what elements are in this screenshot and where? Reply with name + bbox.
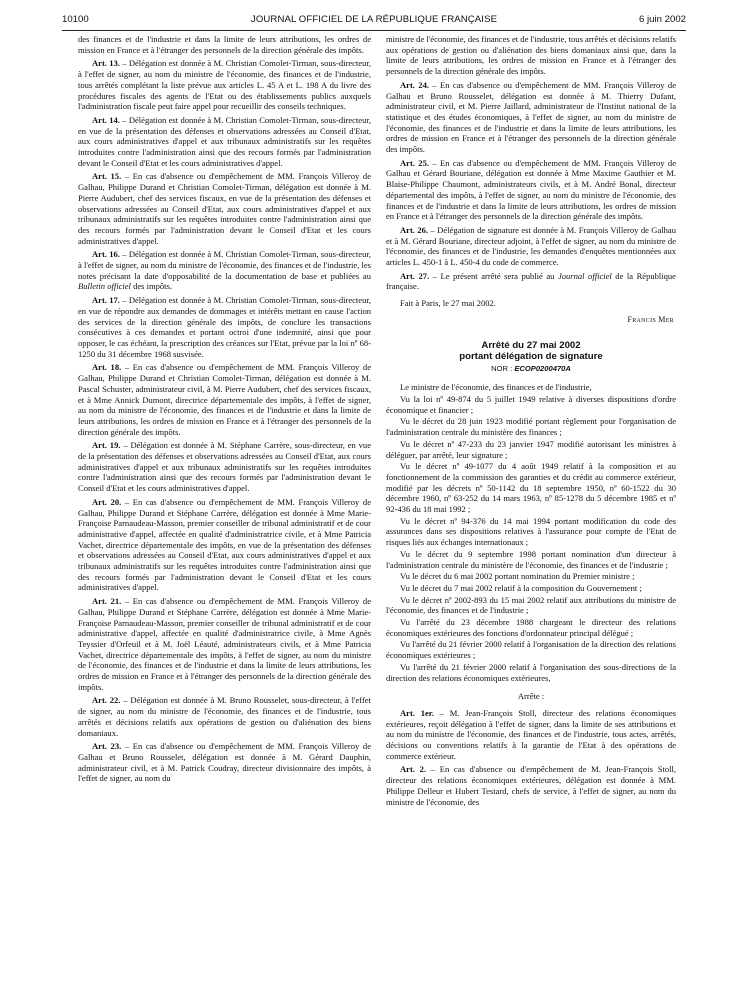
- visa-line: Vu l'arrêté du 23 décembre 1988 chargeant le directeur des relations économiques extérieures des fonctions d'ordonnateur principal délégué ;: [386, 617, 676, 638]
- header-rule: [62, 30, 686, 31]
- article-label: Art. 2.: [400, 764, 427, 775]
- article-label: Art. 19.: [92, 440, 121, 451]
- article-16: [78, 249, 371, 292]
- article-italic: Bulletin officiel: [78, 281, 131, 292]
- article-text: – En cas d'absence ou d'empêchement de MM. François Villeroy de Galhau, Philippe Durand et Stéphane Carrère, délégation est donnée à Mme Marie-Françoise Parnaudeau-Masson, premier conseiller de tribunal administratif et de cour administrative d'appel, affectée en qualité d'administratrice civile, à Mme Agnès Teyssier d'Orfeuil et à M. Joël Léauté, administrateurs civils, et à Mme Patricia Vachet, directrice départementale des impôts, à l'effet de signer, au nom du ministre de l'économie, des finances et de l'industrie et dans la limite de leurs attributions, les ordres de mission en France et à l'étranger des personnels de la direction générale des impôts.: [78, 596, 371, 692]
- article-text-after: de la République française.: [386, 270, 676, 292]
- article-label: Art. 21.: [92, 596, 122, 607]
- visa-line: Vu le décret nº 94-376 du 14 mai 1994 portant modification du code des assurances dans ses dispositions relatives à l'assurance pour compte de l'Etat de risques liés aux échanges internationaux ;: [386, 515, 676, 548]
- article-label: Art. 22.: [92, 695, 121, 706]
- visa-line: Vu le décret du 9 septembre 1998 portant nomination d'un directeur à l'administration centrale du ministère de l'économie, des finances et de l'industrie ;: [386, 548, 676, 570]
- article-17: [78, 295, 371, 359]
- article-text: – Délégation de signature est donnée à M. François Villeroy de Galhau et à M. Gérard Bouriane, directeur adjoint, à l'effet de signer, au nom du ministre de l'économie, des finances et de l'industrie, les demandes d'enquêtes mentionnées aux articles L. 450-1 à L. 450-4 du code de commerce.: [386, 224, 676, 268]
- signature: Francis Mer: [627, 314, 674, 324]
- article-label: Art. 17.: [92, 295, 120, 306]
- visa-line: Vu la loi nº 49-874 du 5 juillet 1949 relative à diverses dispositions d'ordre économique et financier ;: [386, 393, 676, 415]
- article-text: – En cas d'absence ou d'empêchement de MM. François Villeroy de Galhau et Gérard Bouriane, délégation est donnée à Mme Maxime Gauthier et M. Blaise-Philippe Chaumont, administrateurs civils, et à M. André Bonal, directeur départemental des impôts, à l'effet de signer, au nom du ministre de l'économie, des finances et de l'industrie et dans la limite de leurs attributions, les ordres de mission en France et à l'étranger des personnels de la direction générale des impôts.: [386, 157, 676, 222]
- article-text: – Délégation est donnée à M. Bruno Rousselet, sous-directeur, à l'effet de signer, au nom du ministre de l'économie, des finances et de l'industrie, tous arrêtés et décisions relatifs aux opérations de gestion ou d'aliénation des biens domaniaux.: [78, 695, 371, 738]
- article-14: [78, 115, 371, 169]
- article-text: – En cas d'absence ou d'empêchement de MM. François Villeroy de Galhau et Bruno Rousselet, délégation est donnée à M. Gérard Dauphin, administrateur civil, et à M. Patrick Coudray, directeur divisionnaire des impôts, à l'effet de signer, au nom du: [78, 741, 371, 784]
- article-22: [78, 695, 371, 738]
- article-text: – En cas d'absence ou d'empêchement de MM. François Villeroy de Galhau, Philippe Durand et Christian Comolet-Tirman, délégation est donnée à M. Pascal Schuster, administrateur civil, à M. Pierre Audubert, chef des services fiscaux, et à Mme Annick Dumont, directrice départementale des impôts, à l'effet de signer, au nom du ministre de l'économie, des finances et de l'industrie et dans la limite de leurs attributions, les ordres de mission en France et à l'étranger des personnels de la direction générale des impôts.: [78, 362, 371, 437]
- article-label: Art. 23.: [92, 741, 122, 752]
- article-23: [78, 741, 371, 784]
- article-15: [78, 171, 371, 246]
- visa-line: Le ministre de l'économie, des finances et de l'industrie,: [400, 382, 592, 393]
- article-1er: [386, 708, 676, 762]
- continued-paragraph: des finances et de l'industrie et dans la limite de leurs attributions, les ordres de mission en France et à l'étranger des personnels de la direction générale des impôts.: [78, 34, 371, 55]
- article-text: – En cas d'absence ou d'empêchement de MM. François Villeroy de Galhau, Philippe Durand et Stéphane Carrère, délégation est donnée à Mme Marie-Françoise Parnaudeau-Masson, premier conseiller de tribunal administratif et de cour administrative d'appel, affectée en qualité d'administratrice civile, et à Mme Patricia Vachet, directrice départementale des impôts, en vue de la présentation des défenses et observations adressées au Conseil d'Etat, aux cours administratives d'appel et aux tribunaux administratifs sur les requêtes introduites contre l'administration ainsi que des recours formés par l'administration devant le Conseil d'Etat et les cours administratives d'appel.: [78, 496, 371, 593]
- article-label: Art. 20.: [92, 496, 122, 507]
- article-label: Art. 16.: [92, 249, 120, 260]
- article-label: Art. 26.: [400, 224, 429, 235]
- article-18: [78, 362, 371, 437]
- article-2: [386, 764, 676, 807]
- page-header: [62, 14, 686, 28]
- issue-date: 6 juin 2002: [639, 14, 686, 25]
- article-label: Art. 15.: [92, 171, 122, 182]
- visa-line: Vu le décret nº 47-233 du 23 janvier 1947 modifié autorisant les ministres à déléguer, par arrêté, leur signature ;: [386, 438, 676, 460]
- visa-line: Vu le décret nº 49-1077 du 4 août 1949 relatif à la composition et au fonctionnement de la commission des garanties et du crédit au commerce extérieur, modifié par les décrets nº 50-1142 du 18 septembre 1950, nº 60-1522 du 30 décembre 1960, nº 63-252 du 14 mars 1963, nº 85-1278 du 5 décembre 1985 et nº 92-436 du 18 mai 1992 ;: [386, 461, 676, 515]
- right-column: [386, 34, 676, 972]
- decree-title-line-1: Arrêté du 27 mai 2002: [481, 339, 581, 351]
- article-24: [386, 80, 676, 155]
- journal-title: JOURNAL OFFICIEL DE LA RÉPUBLIQUE FRANÇAISE: [250, 14, 498, 25]
- article-19: [78, 440, 371, 494]
- article-text: – Délégation est donnée à M. Christian Comolet-Tirman, sous-directeur, en vue de répondre aux demandes de dommages et intérêts mettant en cause l'action des services de la direction générale des impôts, de conclure les transactions consécutives à ces demandes et portant octroi d'une indemnité, ainsi que pour opposer, le cas échéant, la prescription des créances sur l'Etat, prévue par la loi nº 68-1250 du 31 décembre 1968 susvisée.: [78, 295, 371, 359]
- article-text: – Délégation est donnée à M. Stéphane Carrère, sous-directeur, en vue de la présentation des défenses et observations adressées au Conseil d'Etat, aux cours administratives d'appel et aux tribunaux administratifs sur les requêtes introduites contre l'administration ainsi que des recours formés par l'administration devant le Conseil d'Etat et les cours administratives d'appel.: [78, 440, 371, 494]
- visa-line: Vu le décret du 28 juin 1923 modifié portant règlement pour l'organisation de l'administration centrale du ministère des finances ;: [386, 416, 676, 438]
- article-text: – Délégation est donnée à M. Christian Comolet-Tirman, sous-directeur, en vue de la présentation des défenses et observations adressées au Conseil d'Etat, aux cours administratives d'appel et aux tribunaux administratifs sur les requêtes introduites contre l'administration ainsi que des recours formés par l'administration devant le Conseil d'Etat et les cours administratives d'appel.: [78, 114, 371, 168]
- article-20: [78, 497, 371, 593]
- page-number: 10100: [62, 14, 89, 25]
- article-label: Art. 25.: [400, 157, 429, 168]
- article-13: [78, 58, 371, 112]
- article-text: – Délégation est donnée à M. Christian Comolet-Tirman, sous-directeur, à l'effet de signer, au nom du ministre de l'économie, des finances et de l'industrie, les notes précisant la date d'opposabilité de la documentation de base et publiées au: [78, 249, 371, 281]
- article-label: Art. 24.: [400, 79, 429, 90]
- article-text: – En cas d'absence ou d'empêchement de MM. François Villeroy de Galhau et Bruno Rousselet, délégation est donnée à M. Thierry Dufant, administrateur civil, et M. Pierre Jaillard, administrateur de l'Institut national de la statistique et des études économiques, à l'effet de signer, au nom du ministre de l'économie, des finances et de l'industrie et dans la limite de leurs attributions, les ordres de mission en France et à l'étranger des personnels de la direction générale des impôts.: [386, 79, 676, 155]
- article-label: Art. 1er.: [400, 707, 434, 718]
- article-27: [386, 271, 676, 292]
- article-21: [78, 596, 371, 692]
- left-column: [78, 34, 371, 972]
- arrete-label: Arrête :: [517, 691, 545, 702]
- article-text: – M. Jean-François Stoll, directeur des relations économiques extérieures, reçoit délégation à l'effet de signer, dans la limite de ses attributions et au nom du ministre de l'économie, des finances et de l'industrie, tous actes, arrêtés, décisions ou conventions relatifs à la garantie de l'Etat à des opérations de commerce extérieur.: [386, 707, 676, 761]
- article-text: – Le présent arrêté sera publié au: [429, 270, 558, 281]
- visa-line: Vu le décret du 7 mai 2002 relatif à la composition du Gouvernement ;: [400, 582, 642, 593]
- nor-label: NOR :: [491, 363, 515, 373]
- article-label: Art. 27.: [400, 270, 430, 281]
- decree-title-line-2: portant délégation de signature: [459, 350, 603, 362]
- article-italic: Journal officiel: [557, 270, 612, 281]
- article-label: Art. 18.: [92, 362, 122, 373]
- article-text: – Délégation est donnée à M. Christian Comolet-Tirman, sous-directeur, à l'effet de signer, au nom du ministre de l'économie, des finances et de l'industrie, tous arrêtés complétant la liste prévue aux articles L. 45 A et L. 198 A du livre des procédures fiscales des agents de l'Etat ou des établissements publics auxquels l'administration fiscale peut faire appel pour recueillir des conseils techniques.: [78, 58, 371, 112]
- visa-line: Vu le décret nº 2002-893 du 15 mai 2002 relatif aux attributions du ministre de l'économie, des finances et de l'industrie ;: [386, 594, 676, 616]
- article-26: [386, 225, 676, 268]
- article-text-after: des impôts.: [130, 281, 173, 292]
- fait-a-paris: Fait à Paris, le 27 mai 2002.: [400, 298, 496, 309]
- article-25: [386, 158, 676, 222]
- visa-line: Vu l'arrêté du 21 février 2000 relatif à l'organisation de la direction des relations économiques extérieures ;: [386, 639, 676, 661]
- continued-paragraph: ministre de l'économie, des finances et de l'industrie, tous arrêtés et décisions relatifs aux opérations de gestion ou d'aliénation des biens domaniaux ainsi que, dans la limite de leurs attributions, les ordres de mission en France et à l'étranger des personnels de la direction générale des impôts.: [386, 34, 676, 77]
- visa-line: Vu l'arrêté du 21 février 2000 relatif à l'organisation des sous-directions de la direction des relations économiques extérieures,: [386, 661, 676, 683]
- decree-title: [386, 340, 676, 362]
- visa-line: Vu le décret du 6 mai 2002 portant nomination du Premier ministre ;: [400, 571, 635, 582]
- article-label: Art. 13.: [92, 58, 120, 69]
- nor-reference: [386, 364, 676, 375]
- article-text: – En cas d'absence ou d'empêchement de MM. François Villeroy de Galhau, Philippe Durand et Christian Comolet-Tirman, délégation est donnée à M. Pierre Audubert, chef des services fiscaux, en vue de la présentation des défenses et observations adressées au Conseil d'Etat, aux cours administratives d'appel et aux tribunaux administratifs sur les requêtes introduites contre l'administration ainsi que des recours formés par l'administration devant le Conseil d'Etat et les cours administratives d'appel.: [78, 171, 371, 246]
- nor-code: ECOP0200470A: [514, 363, 571, 373]
- article-label: Art. 14.: [92, 114, 120, 125]
- article-text: – En cas d'absence ou d'empêchement de M. Jean-François Stoll, directeur des relations économiques extérieures, délégation est donnée à MM. Philippe Delleur et Hubert Testard, chefs de service, à l'effet de signer, au nom du ministre de l'économie, des: [386, 764, 676, 807]
